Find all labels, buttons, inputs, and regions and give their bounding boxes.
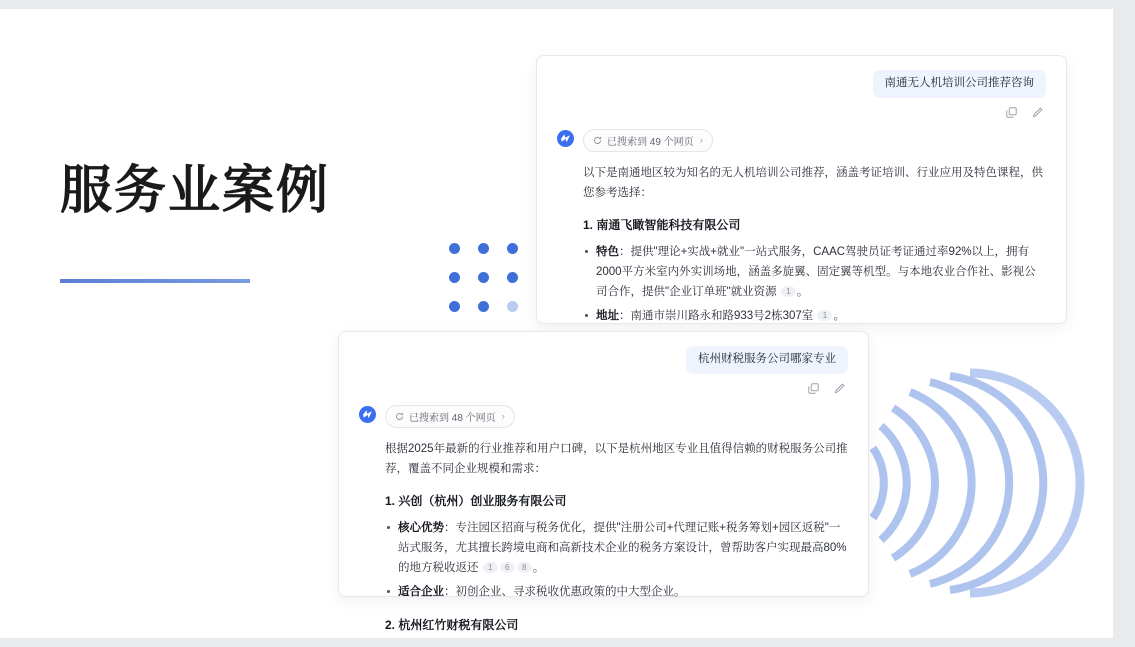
bullet-label: 核心优势 [398,522,444,535]
search-status-label: 已搜索到 48 个网页 [409,412,496,424]
slide-title-block [60,160,440,283]
section-heading: 1. 南通飞瞰智能科技有限公司 [583,218,741,233]
dot [507,272,518,283]
reference-badge[interactable]: 1 [483,562,498,573]
chevron-right-icon: › [699,135,703,146]
reference-badge[interactable]: 6 [500,562,515,573]
dot [507,243,518,254]
list-item [583,306,1046,326]
edit-icon[interactable] [833,382,846,395]
message-actions [359,382,848,395]
message-actions [557,106,1046,119]
bullet-text: ：提供"理论+实战+就业"一站式服务，CAAC驾驶员证考证通过率92%以上，拥有2000平方米室内外实训场地，涵盖多旋翼、固定翼等机型。与本地农业合作社、影视公司合作，提供"企业订单班"就业资源 [596,246,1036,299]
bullet-label: 地址 [596,310,619,323]
reference-badge[interactable]: 8 [517,562,532,573]
assistant-message-row [557,129,1046,358]
slide-edge-right [1113,0,1135,647]
search-status-chip[interactable] [583,129,713,152]
page-title: 服务业案例 [60,162,331,220]
list-item [583,242,1046,302]
bullet-tail: 。 [532,562,545,575]
assistant-avatar-icon [359,406,376,423]
dot [478,301,489,312]
dot [449,243,460,254]
bullet-label: 适合企业 [398,586,444,599]
user-message-row [359,346,848,374]
reference-badge[interactable]: 1 [817,310,832,321]
section-bullet-list [385,518,848,603]
bullet-text: ：专注园区招商与税务优化，提供"注册公司+代理记账+税务筹划+园区返税"一站式服务，尤其擅长跨境电商和高新技术企业的税务方案设计，曾帮助客户实现最高80%的地方税收返还 [398,522,847,575]
dot [478,272,489,283]
bullet-text: ：初创企业、寻求税收优惠政策的中大型企业。 [444,586,686,599]
user-message-bubble: 杭州财税服务公司哪家专业 [686,346,848,374]
edit-icon[interactable] [1031,106,1044,119]
bullet-tail: 。 [796,286,809,299]
decorative-arcs [855,368,1085,598]
copy-icon[interactable] [1005,106,1018,119]
user-message-bubble: 南通无人机培训公司推荐咨询 [873,70,1047,98]
chat-card-tax-service [338,331,869,632]
bullet-tail: 。 [833,310,845,323]
search-status-chip[interactable] [385,405,515,428]
list-item [385,518,848,578]
assistant-intro-text: 根据2025年最新的行业推荐和用户口碑，以下是杭州地区专业且值得信赖的财税服务公司推荐，覆盖不同企业规模和需求： [385,442,848,475]
section-heading: 2. 杭州红竹财税有限公司 [385,617,519,632]
refresh-icon [395,412,404,421]
reference-badge[interactable]: 1 [781,286,796,297]
user-message-row [557,70,1046,98]
dot [507,301,518,312]
list-item [385,582,848,602]
chevron-right-icon: › [501,411,505,422]
assistant-intro-text: 以下是南通地区较为知名的无人机培训公司推荐，涵盖考证培训、行业应用及特色课程，供您参考选择： [583,166,1043,199]
copy-icon[interactable] [807,382,820,395]
dot [478,243,489,254]
slide-edge-top [0,0,1135,9]
section-bullet-list [583,242,1046,327]
refresh-icon [593,136,602,145]
assistant-message-row [359,405,848,634]
bullet-label: 特色 [596,246,619,259]
title-underline [60,279,250,283]
section-heading: 1. 兴创（杭州）创业服务有限公司 [385,494,567,509]
bullet-text: ：南通市崇川路永和路933号2栋307室 [619,310,817,323]
slide-edge-bottom [0,638,1135,647]
dot [449,301,460,312]
chat-card-drone-training [536,55,1067,324]
dot [449,272,460,283]
assistant-avatar-icon [557,130,574,147]
search-status-label: 已搜索到 49 个网页 [607,136,694,148]
